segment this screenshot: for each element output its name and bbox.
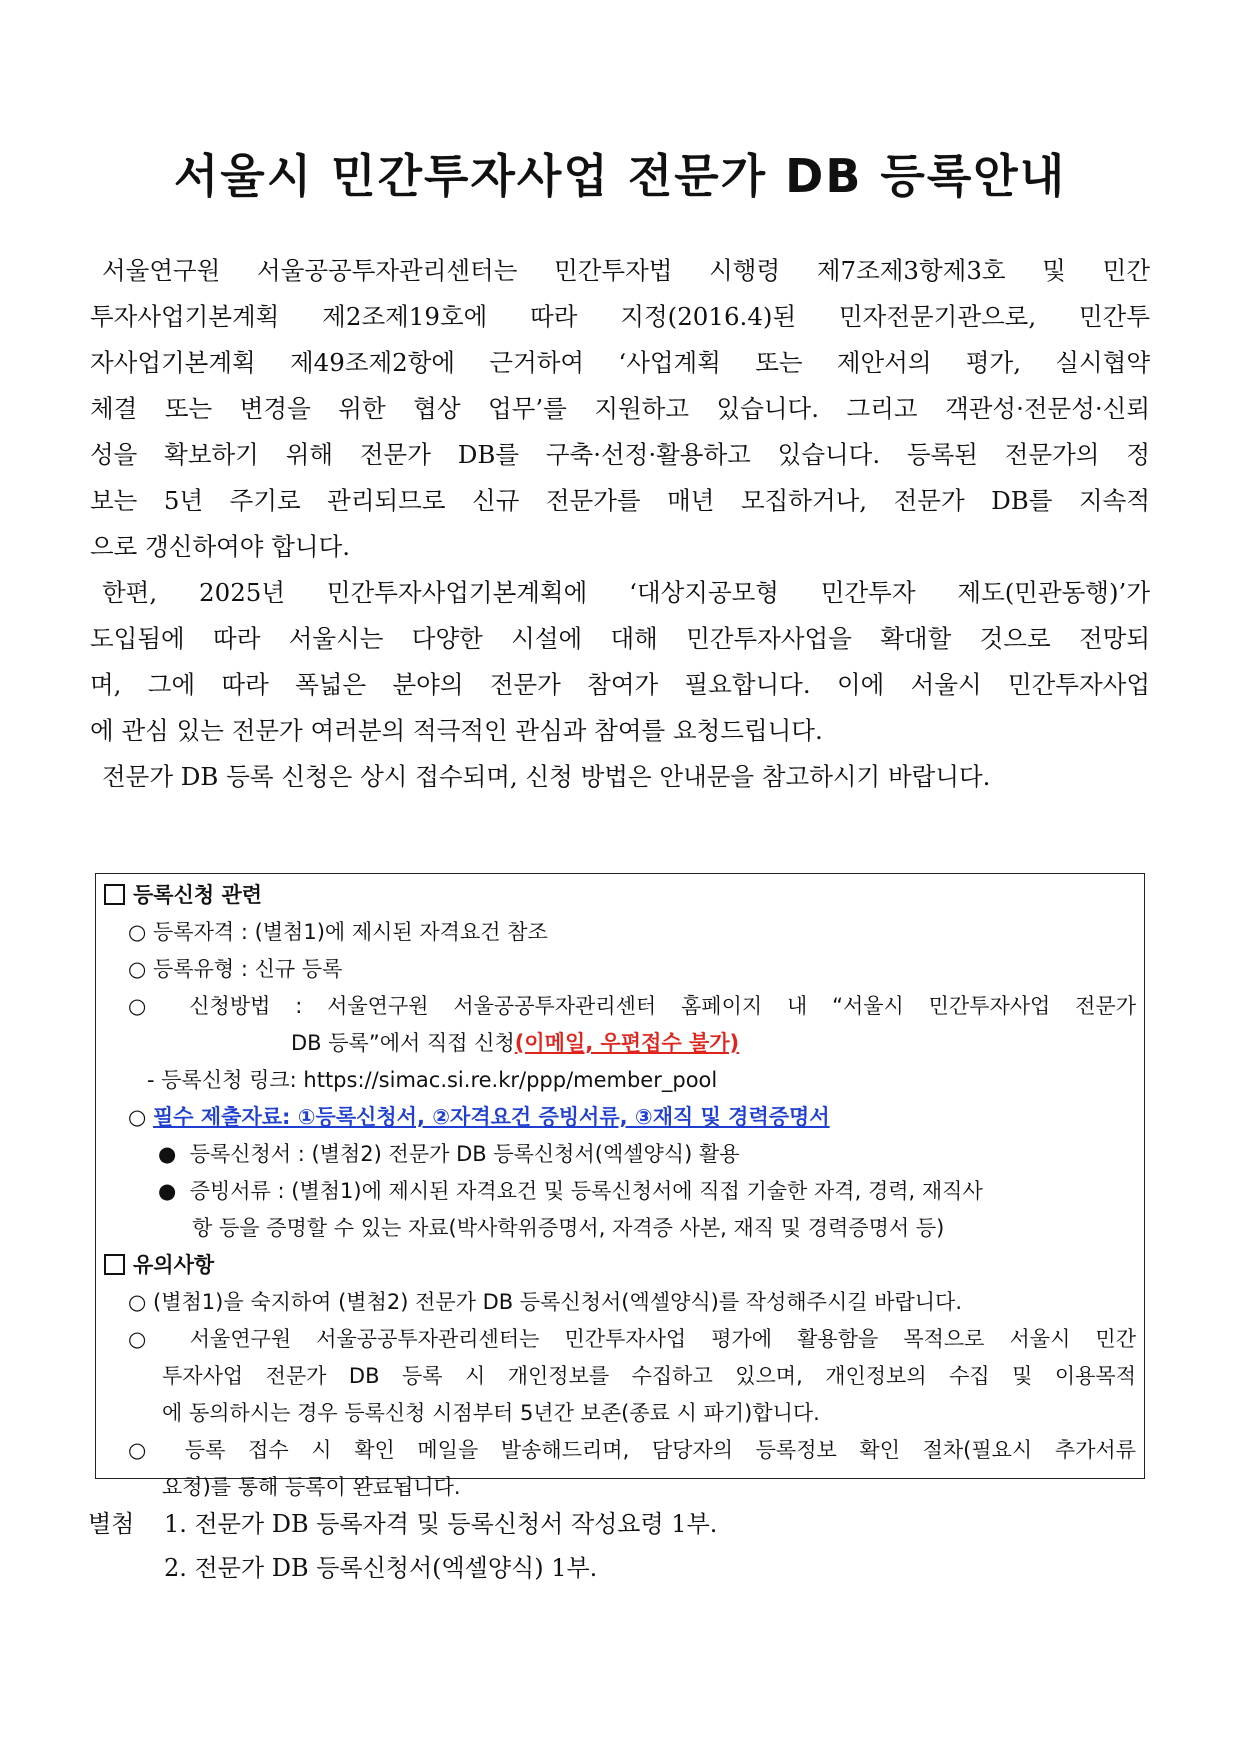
attachment-item: 1. 전문가 DB 등록자격 및 등록신청서 작성요령 1부. xyxy=(164,1510,718,1538)
note-item-cont: 투자사업 전문가 DB 등록 시 개인정보를 수집하고 있으며, 개인정보의 수집 및 이용목적 xyxy=(162,1364,1136,1388)
intro-p2-line: 에 관심 있는 전문가 여러분의 적극적인 관심과 참여를 요청드립니다. xyxy=(90,716,823,745)
attachments xyxy=(88,1502,1088,1590)
intro-p3: 전문가 DB 등록 신청은 상시 접수되며, 신청 방법은 안내문을 참고하시기 바랍니다. xyxy=(102,762,991,791)
intro-p1-line: 서울연구원 서울공공투자관리센터는 민간투자법 시행령 제7조제3항제3호 및 민간 xyxy=(102,256,1150,285)
note-item: ○ 서울연구원 서울공공투자관리센터는 민간투자사업 평가에 활용함을 목적으로 서울시 민간 xyxy=(128,1327,1136,1351)
doc-item-text: 증빙서류 : (별첨1)에 제시된 자격요건 및 등록신청서에 직접 기술한 자격, 경력, 재직사 xyxy=(189,1179,983,1203)
attachment-row xyxy=(88,1502,1088,1546)
intro-p2-line: 며, 그에 따라 폭넓은 분야의 전문가 참여가 필요합니다. 이에 서울시 민간투자사업 xyxy=(90,670,1150,699)
attachments-label: 별첨 xyxy=(88,1510,135,1538)
intro-p2-line: 도입됨에 따라 서울시는 다양한 시설에 대해 민간투자사업을 확대할 것으로 전망되 xyxy=(90,624,1150,653)
intro-p2-line: 한편, 2025년 민간투자사업기본계획에 ‘대상지공모형 민간투자 제도(민관동행)’가 xyxy=(102,578,1150,607)
intro-p1-line: 보는 5년 주기로 관리되므로 신규 전문가를 매년 모집하거나, 전문가 DB를 지속적 xyxy=(90,486,1150,515)
note-item: ○ 등록 접수 시 확인 메일을 발송해드리며, 담당자의 등록정보 확인 절차(필요시 추가서류 xyxy=(128,1438,1136,1462)
doc-item-evidence-cont: 항 등을 증명할 수 있는 자료(박사학위증명서, 자격증 사본, 재직 및 경력증명서 등) xyxy=(192,1216,945,1240)
intro-text xyxy=(90,248,1150,800)
note-item-cont: 에 동의하시는 경우 등록신청 시점부터 5년간 보존(종료 시 파기)합니다. xyxy=(162,1401,820,1425)
intro-p1-line: 성을 확보하기 위해 전문가 DB를 구축·선정·활용하고 있습니다. 등록된 전문가의 정 xyxy=(90,440,1150,469)
notice-box xyxy=(95,873,1145,1499)
note-item-cont: 요청)를 통해 등록이 완료됩니다. xyxy=(162,1475,461,1499)
doc-item-application xyxy=(102,1136,1136,1173)
section-heading-text: 등록신청 관련 xyxy=(133,883,263,907)
bullet-dot-icon: ● xyxy=(158,1142,177,1166)
method-text: DB 등록”에서 직접 신청 xyxy=(291,1031,515,1055)
method-warning: (이메일, 우편접수 불가) xyxy=(514,1031,740,1055)
checkbox-square-icon xyxy=(104,1254,125,1275)
registration-type-item: ○ 등록유형 : 신규 등록 xyxy=(128,957,343,981)
intro-p1-line: 투자사업기본계획 제2조제19호에 따라 지정(2016.4)된 민자전문기관으로, 민간투 xyxy=(90,302,1150,331)
intro-p1-line: 으로 갱신하여야 합니다. xyxy=(90,532,351,561)
section-heading-registration xyxy=(102,877,1136,914)
method-item: ○ 신청방법 : 서울연구원 서울공공투자관리센터 홈페이지 내 “서울시 민간투자사업 전문가 xyxy=(128,994,1136,1018)
attachment-row xyxy=(88,1546,1088,1590)
doc-item-evidence xyxy=(102,1173,1136,1210)
section-heading-text: 유의사항 xyxy=(133,1253,215,1277)
bullet-circle: ○ xyxy=(128,1105,147,1129)
doc-item-text: 등록신청서 : (별첨2) 전문가 DB 등록신청서(엑셀양식) 활용 xyxy=(189,1142,740,1166)
checkbox-square-icon xyxy=(104,884,125,905)
registration-link[interactable]: - 등록신청 링크: https://simac.si.re.kr/ppp/member_pool xyxy=(147,1068,718,1092)
required-docs-item xyxy=(102,1099,1136,1136)
qualification-item: ○ 등록자격 : (별첨1)에 제시된 자격요건 참조 xyxy=(128,920,548,944)
required-docs-text: 필수 제출자료: ①등록신청서, ②자격요건 증빙서류, ③재직 및 경력증명서 xyxy=(153,1105,830,1129)
attachment-item: 2. 전문가 DB 등록신청서(엑셀양식) 1부. xyxy=(164,1554,598,1582)
page-title: 서울시 민간투자사업 전문가 DB 등록안내 xyxy=(173,149,1067,203)
intro-p1-line: 체결 또는 변경을 위한 협상 업무’를 지원하고 있습니다. 그리고 객관성·전문성·신뢰 xyxy=(90,394,1150,423)
intro-p1-line: 자사업기본계획 제49조제2항에 근거하여 ‘사업계획 또는 제안서의 평가, 실시협약 xyxy=(90,348,1150,377)
method-item-cont xyxy=(102,1025,1136,1062)
bullet-dot-icon: ● xyxy=(158,1179,177,1203)
note-item: ○ (별첨1)을 숙지하여 (별첨2) 전문가 DB 등록신청서(엑셀양식)를 작성해주시길 바랍니다. xyxy=(128,1290,963,1314)
section-heading-notes xyxy=(102,1247,1136,1284)
